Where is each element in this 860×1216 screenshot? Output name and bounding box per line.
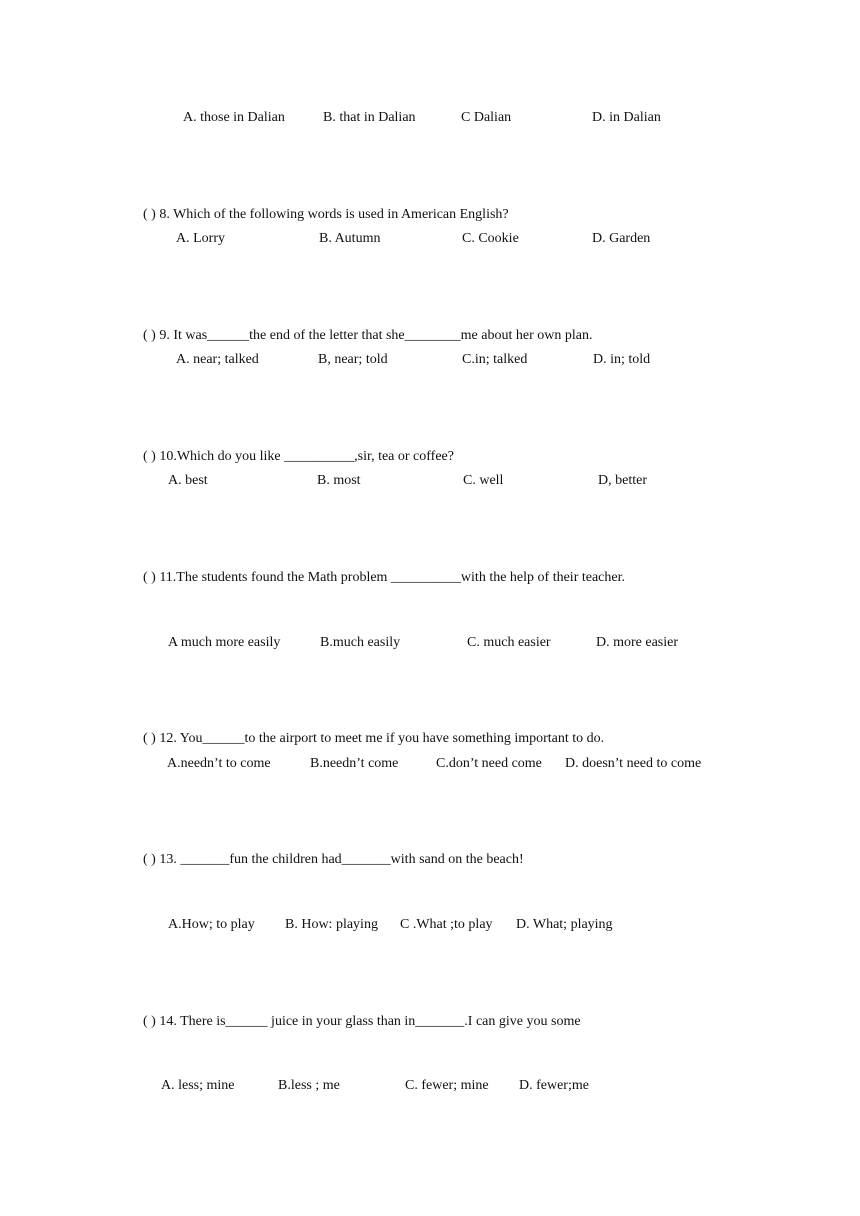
- question-10: [136, 433, 454, 465]
- option-d: D. doesn’t need to come: [565, 756, 702, 771]
- answer-bracket: ( ): [143, 570, 156, 585]
- prev-option-d: D. in Dalian: [592, 110, 661, 125]
- option-d: D. What; playing: [516, 917, 613, 932]
- option-a: A. less; mine: [161, 1078, 235, 1093]
- option-b: B. Autumn: [319, 231, 381, 246]
- option-c: C .What ;to play: [400, 917, 493, 932]
- option-c: C. well: [463, 473, 504, 488]
- option-d: D. in; told: [593, 352, 651, 367]
- option-b: B.needn’t come: [310, 756, 399, 771]
- option-c: C.in; talked: [462, 352, 528, 367]
- option-d: D, better: [598, 473, 647, 488]
- question-text: 8. Which of the following words is used in American English?: [159, 207, 509, 222]
- prev-option-b: B. that in Dalian: [323, 110, 416, 125]
- option-d: D. more easier: [596, 635, 679, 650]
- option-c: C. Cookie: [462, 231, 519, 246]
- question-text: 13. _______fun the children had_______with sand on the beach!: [159, 852, 524, 867]
- question-12: [136, 715, 604, 747]
- option-c: C. fewer; mine: [405, 1078, 489, 1093]
- option-c: C. much easier: [467, 635, 551, 650]
- answer-bracket: ( ): [143, 852, 156, 867]
- option-a: A. Lorry: [176, 231, 225, 246]
- option-a: A.How; to play: [168, 917, 255, 932]
- question-8: [136, 191, 509, 223]
- question-11: [136, 554, 625, 586]
- answer-bracket: ( ): [143, 1014, 156, 1029]
- answer-bracket: ( ): [143, 731, 156, 746]
- question-text: 10.Which do you like __________,sir, tea or coffee?: [159, 449, 454, 464]
- answer-bracket: ( ): [143, 449, 156, 464]
- option-a: A. best: [168, 473, 208, 488]
- option-b: B, near; told: [318, 352, 388, 367]
- question-14: [136, 998, 581, 1030]
- question-text: 12. You______to the airport to meet me if you have something important to do.: [159, 731, 605, 746]
- option-a: A.needn’t to come: [167, 756, 271, 771]
- question-13: [136, 836, 524, 868]
- option-a: A. near; talked: [176, 352, 259, 367]
- prev-option-a: A. those in Dalian: [183, 110, 285, 125]
- option-d: D. Garden: [592, 231, 651, 246]
- option-b: B. How: playing: [285, 917, 378, 932]
- option-b: B.less ; me: [278, 1078, 340, 1093]
- answer-bracket: ( ): [143, 328, 156, 343]
- answer-bracket: ( ): [143, 207, 156, 222]
- option-c: C.don’t need come: [436, 756, 542, 771]
- question-text: 11.The students found the Math problem __________with the help of their teacher.: [159, 570, 625, 585]
- question-text: 9. It was______the end of the letter that she________me about her own plan.: [159, 328, 593, 343]
- prev-option-c: C Dalian: [461, 110, 512, 125]
- option-a: A much more easily: [168, 635, 281, 650]
- question-9: [136, 312, 592, 344]
- option-d: D. fewer;me: [519, 1078, 589, 1093]
- question-text: 14. There is______ juice in your glass than in_______.I can give you some: [159, 1014, 581, 1029]
- option-b: B. most: [317, 473, 361, 488]
- option-b: B.much easily: [320, 635, 401, 650]
